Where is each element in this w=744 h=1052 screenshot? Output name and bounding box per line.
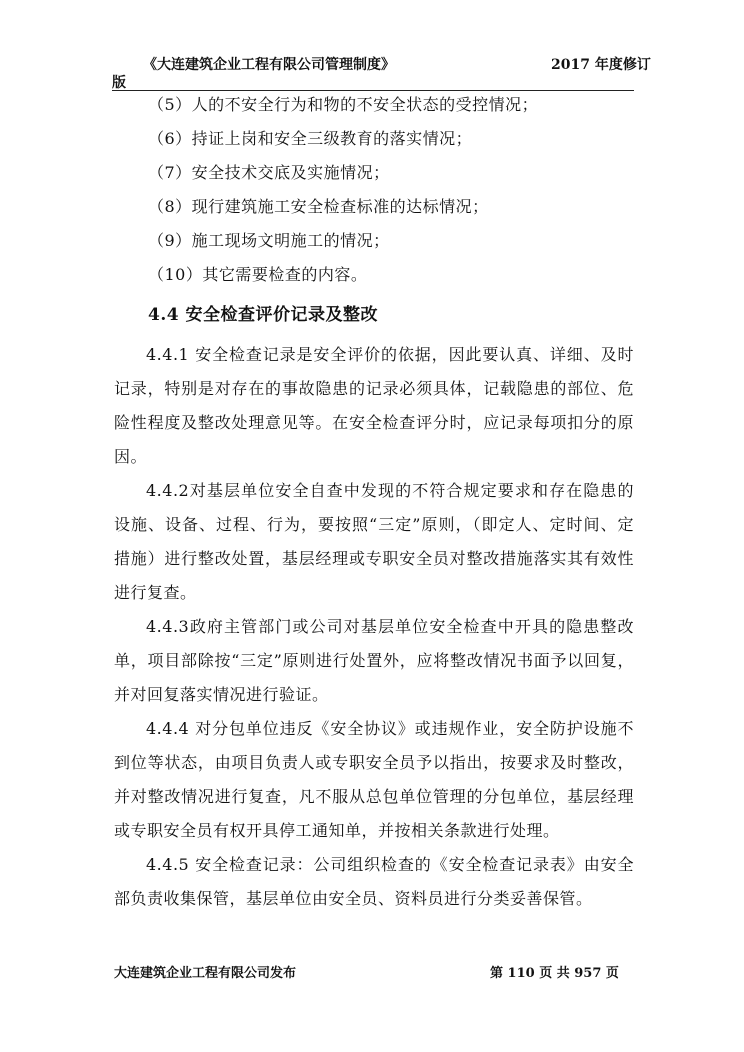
paragraph: 4.4.3政府主管部门或公司对基层单位安全检查中开具的隐患整改单，项目部除按“三定”原则进行处置外，应将整改情况书面予以回复，并对回复落实情况进行验证。 [114,617,634,704]
document-title: 《大连建筑企业工程有限公司管理制度》 [143,57,395,73]
section-title: 4.4 安全检查评价记录及整改 [148,305,378,325]
paragraph: 4.4.2对基层单位安全自查中发现的不符合规定要求和存在隐患的设施、设备、过程、行为，要按照“三定”原则，（即定人、定时间、定措施）进行整改处置，基层经理或专职安全员对整改措施落实其有效性进行复查。 [114,481,634,602]
list-item: （8）现行建筑施工安全检查标准的达标情况； [148,197,489,216]
edition-label: 2017 年度修订 [551,57,651,73]
edition-label-wrap: 版 [112,75,126,91]
list-item: （10）其它需要检查的内容。 [148,265,368,284]
paragraph: 4.4.4 对分包单位违反《安全协议》或违规作业，安全防护设施不到位等状态，由项目负责人或专职安全员予以指出，按要求及时整改，并对整改情况进行复查，凡不服从总包单位管理的分包单位，基层经理或专职安全员有权开具停工通知单，并按相关条款进行处理。 [114,719,634,840]
document-body [114,88,634,916]
paragraph: 4.4.1 安全检查记录是安全评价的依据，因此要认真、详细、及时记录，特别是对存在的事故隐患的记录必须具体，记载隐患的部位、危险性程度及整改处理意见等。在安全检查评分时，应记录每项扣分的原因。 [114,345,634,466]
list-item: （9）施工现场文明施工的情况； [148,231,390,250]
list-item: （6）持证上岗和安全三级教育的落实情况； [148,129,473,148]
page-number: 第 110 页 共 957 页 [490,966,619,981]
list-item: （7）安全技术交底及实施情况； [148,163,390,182]
list-item: （5）人的不安全行为和物的不安全状态的受控情况； [148,95,539,114]
paragraph: 4.4.5 安全检查记录：公司组织检查的《安全检查记录表》由安全部负责收集保管，基层单位由安全员、资料员进行分类妥善保管。 [114,855,634,908]
publisher-label: 大连建筑企业工程有限公司发布 [114,966,297,981]
